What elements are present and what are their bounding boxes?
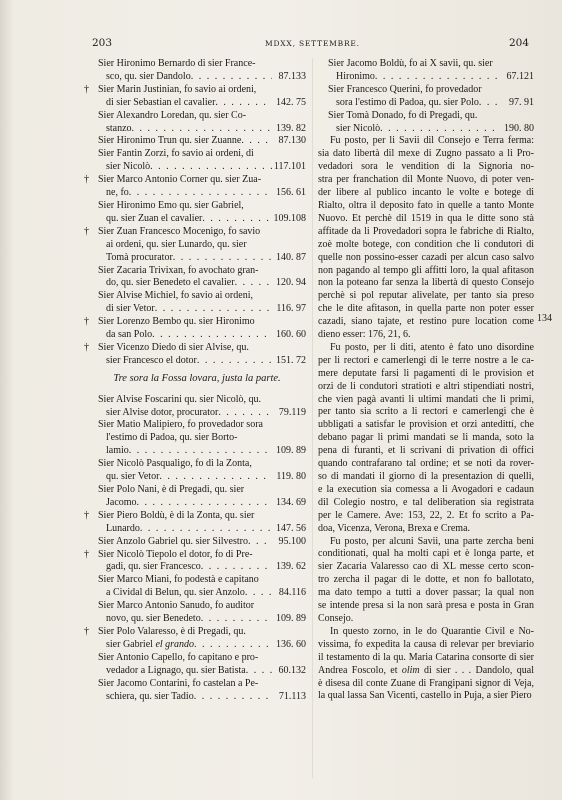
paragraph-line: quelle non possino-esser cazadi per alcun caso salvo [318, 251, 534, 263]
leader-dots [140, 523, 272, 536]
vote-count: 67.121 [506, 70, 534, 82]
ballot-entry [88, 574, 306, 600]
leader-dots [173, 252, 272, 265]
ballot-entry [88, 600, 306, 626]
ballot-entry [88, 110, 306, 136]
entry-text: Lunardo [106, 522, 140, 534]
entry-text: Sier Marco Antonio Sanudo, fo auditor [98, 600, 255, 612]
leader-dots [191, 71, 272, 84]
vote-count: 116. 97 [276, 303, 306, 315]
vote-count: 95.100 [278, 535, 306, 547]
leader-dots [129, 187, 272, 200]
entry-text: Sier Francesco Querini, fo provedador [328, 83, 482, 95]
entry-text: Sier Anzolo Gabriel qu. sier Silvestro [98, 535, 248, 547]
entry-text: Jacomo [106, 496, 137, 508]
elected-dagger-icon: † [84, 83, 89, 95]
paragraph-line: per tanto sia scrito a li rectori e camerlengi che è [318, 406, 534, 418]
paragraph-line: dil Colegio nostro, e tal deliberation sia registrata [318, 496, 534, 508]
elected-dagger-icon: † [84, 625, 89, 637]
ballot-entry [88, 484, 306, 510]
vote-count: 120. 94 [276, 277, 306, 289]
entry-text: Sier Zacaria Trivixan, fo avochato gran- [98, 264, 259, 276]
vote-count: 119. 80 [276, 471, 306, 483]
entry-text: Sier Tomà Donado, fo di Pregadi, qu. [328, 109, 478, 121]
ballot-entry [84, 316, 306, 342]
entry-text: Sier Alvise Foscarini qu. sier Nicolò, qu. [98, 393, 262, 405]
ballot-entry [88, 458, 306, 484]
ballot-entry [88, 58, 306, 84]
vote-count: 139. 82 [276, 122, 306, 134]
paragraph-line: e la execution sia comessa a li Avogadori e cadaun [318, 483, 534, 495]
entry-text: ai ordeni, qu. sier Lunardo, qu. sier [106, 238, 247, 250]
vote-count: 140. 87 [276, 251, 306, 263]
paragraph-line: doa, Vicenza, Verona, Brexa e Crema. [318, 522, 471, 534]
paragraph-line: mere deputate farsi li pagamenti di le provision et [318, 367, 534, 379]
entry-text: Sier Hironimo Trun qu. sier Zuanne [98, 135, 242, 147]
entry-text: do, qu. sier Benedeto el cavalier [106, 277, 235, 289]
entry-text: Sier Nicolò Pasqualigo, fo di la Zonta, [98, 458, 252, 470]
entry-text: di sier Sebastian el cavalier [106, 96, 216, 108]
paragraph-line: Fu posto, per li Savii dil Consejo e Terra ferma: [330, 135, 534, 147]
paragraph-line: non la poteano far senza la libertà di questo Consejo [318, 277, 534, 289]
paragraph-line: Consejo. [318, 612, 354, 624]
leader-dots [201, 613, 272, 626]
paragraph-line: Rialto, oltra il deposito fato in quelle a tanto Monte [318, 199, 534, 211]
right-page-number: 204 [508, 37, 529, 49]
elected-dagger-icon: † [84, 548, 89, 560]
entry-text: Sier Lorenzo Bembo qu. sier Hironimo [98, 316, 255, 328]
vote-count: 97. 91 [509, 96, 534, 108]
vote-count: 87.133 [278, 70, 306, 82]
entry-text: vedador a Lignago, qu. sier Batista [106, 664, 246, 676]
vote-count: 79.119 [278, 406, 306, 418]
ballot-entry [318, 84, 534, 110]
entry-text: schiera, qu. sier Tadio [106, 690, 194, 702]
entry-text: Sier Fantin Zorzi, fo savio ai ordeni, di [98, 148, 254, 160]
paragraph-line: se intende presa si la non sarà presa e posta in Gran [318, 600, 534, 612]
leader-dots [215, 97, 272, 110]
ballot-entry [88, 265, 306, 291]
entry-text: Sier Jacomo Contarini, fo castelan a Pe- [98, 677, 259, 689]
entry-text: novo, qu. sier Benedeto [106, 613, 201, 625]
leader-dots [155, 303, 272, 316]
entry-text: ne, fo [106, 187, 129, 199]
ballot-entry [88, 135, 306, 148]
right-column [318, 58, 534, 703]
paragraph-line: debano pagar li primi mandati se li manda, soto la [318, 432, 534, 444]
elected-dagger-icon: † [84, 174, 89, 186]
paragraph-line: ma dato tempo a tutti a dover passar; la qual non [318, 587, 534, 599]
paragraph-line: è disesa dil conte Zuane di Frangipani signor di Veja, [318, 677, 534, 689]
vote-count: 60.132 [278, 664, 306, 676]
leader-dots [235, 277, 272, 290]
entry-text: Sier Hironimo Bernardo di sier France- [98, 58, 256, 69]
paragraph-line: che vien pagà avanti li ultimi mandati che li primi, [318, 393, 534, 405]
ballot-entry [88, 200, 306, 226]
section-title: Tre sora la Fossa lovara, justa la parte. [113, 372, 281, 384]
paragraph-line: In questo zorno, in le do Quarantie Civil e No- [330, 625, 534, 637]
entry-text: qu. sier Zuan el cavalier [106, 212, 203, 224]
paragraph-line: conditionati, qual ha molti capi et è longa parte, et [318, 548, 534, 560]
right-text-body [318, 135, 534, 703]
leader-dots [248, 536, 272, 549]
paragraph-line: cazadi, siano tajate, et restino pure location come [318, 316, 534, 328]
paragraph-line: tro zercha il pagar di le dotte, et non fo ballotato, [318, 574, 534, 586]
paragraph-line: sia dato libertà dil mexe di Zugno passato a li Pro- [318, 148, 534, 160]
leader-dots [375, 71, 500, 84]
vote-count: 109. 89 [276, 445, 306, 457]
paragraph-line: quando contrafarano tal ordine; et se noti da rover- [318, 458, 534, 470]
entry-text: gadi, qu. sier Francesco [106, 561, 201, 573]
entry-text: Sier Vicenzo Diedo di sier Alvise, qu. [98, 341, 249, 353]
vote-count: 109. 89 [276, 613, 306, 625]
leader-dots [246, 665, 272, 678]
ballot-entry [84, 509, 306, 536]
leader-dots [218, 407, 272, 420]
ballot-entry [88, 652, 306, 678]
elected-dagger-icon: † [84, 316, 89, 328]
paragraph-line: der libere al publico incanto le volte e botege di [318, 187, 534, 199]
ballot-entry [88, 394, 306, 420]
entry-text: Sier Marin Justinian, fo savio ai ordeni, [98, 83, 257, 95]
entry-text: sier Nicolò [336, 122, 381, 134]
entry-text: sier Gabriel el grando [106, 638, 195, 650]
running-title: MDXX, SETTEMBRE. [265, 39, 360, 48]
paragraph-line: Fu posto, per li diti, atento è fato uno disordine [330, 341, 534, 353]
entry-text: Sier Piero Boldù, è di la Zonta, qu. sier [98, 509, 255, 521]
entry-text: sora l'estimo di Padoa, qu. sier Polo [336, 96, 479, 108]
ballot-entry [84, 625, 306, 652]
leader-dots [129, 445, 272, 458]
vote-count: 109.108 [273, 212, 306, 224]
paragraph-line: dieno esser: 176, 21, 6. [318, 329, 411, 341]
left-ballot-list [84, 58, 306, 368]
text-paragraph [318, 342, 534, 536]
leader-dots [202, 213, 272, 226]
paragraph-line: che le dite afitason, in quella parte non poter esser [318, 303, 534, 315]
vote-count: 156. 61 [276, 187, 306, 199]
vote-count: 84.116 [278, 587, 306, 599]
entry-text: Sier Zuan Francesco Mocenigo, fo savio [98, 225, 261, 237]
paragraph-line: perchè si pol reputar alivelate, per tanto sia preso [318, 290, 534, 302]
leader-dots [152, 329, 272, 342]
paragraph-line: orzi de li condutori stratioti e altri stipendiati nostri, [318, 380, 534, 392]
ballot-entry [84, 225, 306, 265]
text-paragraph [318, 135, 534, 342]
vote-count: 147. 56 [276, 522, 306, 534]
vote-count: 134. 69 [276, 496, 306, 508]
entry-text: Sier Marco Antonio Corner qu. sier Zua- [98, 174, 262, 186]
ballot-entry [84, 174, 306, 200]
paragraph-line: ubbligati a satisfar le provision et orzi antedittí, che [318, 419, 534, 431]
paragraph-line: pena di furanti, et li scrivani di privation di offici [318, 445, 534, 457]
entry-text: sier Francesco el dotor [106, 354, 197, 366]
entry-text: Sier Matio Malipiero, fo provedador sora [98, 419, 263, 431]
entry-text: da san Polo [106, 329, 153, 341]
paragraph-line: Fu posto, per alcuni Savii, una parte zercha beni [330, 535, 534, 547]
vote-count: 117.101 [273, 161, 306, 173]
leader-dots [194, 691, 272, 704]
leader-dots [132, 123, 272, 136]
paragraph-line: vissima, fo expedita la causa di relevar per breviario [318, 638, 534, 650]
leader-dots [159, 471, 272, 484]
entry-text: l'estimo di Padoa, qu. sier Borto- [106, 432, 238, 444]
left-page-number: 203 [92, 37, 113, 49]
ballot-entry [318, 58, 534, 84]
entry-text: stanzo [106, 122, 132, 134]
entry-text: lamio [106, 445, 129, 457]
ballot-entry [88, 536, 306, 549]
elected-dagger-icon: † [84, 341, 89, 353]
vote-count: 139. 62 [276, 561, 306, 573]
entry-text: sier Alvise dotor, procurator [106, 406, 219, 418]
vote-count: 190. 80 [504, 122, 534, 134]
ballot-entry [84, 341, 306, 368]
leader-dots [241, 135, 272, 148]
entry-text: Sier Marco Miani, fo podestà e capitano [98, 574, 259, 586]
text-paragraph [318, 626, 534, 703]
leader-dots [194, 639, 272, 652]
elected-dagger-icon: † [84, 225, 89, 237]
paragraph-line: affitade da li Provedadori sopra le fabriche di Rialto, [318, 225, 534, 237]
ballot-entry [318, 110, 534, 136]
entry-text: di sier Vetor [106, 303, 155, 315]
text-paragraph [318, 536, 534, 626]
paragraph-line: il testamento di la qu. Maria Catarina consorte di sier [318, 651, 534, 663]
entry-text: qu. sier Vetor [106, 471, 160, 483]
right-ballot-list [318, 58, 534, 135]
entry-text: Sier Polo Valaresso, è di Pregadi, qu. [98, 625, 246, 637]
paragraph-line: vedadori sora le vendition di la Signoria no- [318, 161, 534, 173]
ballot-entry [88, 678, 306, 704]
paragraph-line: per li rectori e camerlengi di le terre nostre a le ca- [318, 354, 534, 366]
entry-text: Hironimo [336, 70, 375, 82]
column-divider [312, 58, 313, 778]
entry-text: Tomà procurator [106, 251, 173, 263]
page-header [0, 37, 562, 51]
entry-text: Sier Alexandro Loredan, qu. sier Co- [98, 109, 247, 121]
paragraph-line: stra per franchation dil Monte Nuovo, di poter ven- [318, 174, 534, 186]
paragraph-line: la qual lassa San Vicenti, castello in Puja, a sier Piero [318, 690, 532, 702]
paragraph-line: non pagando al tempo gli affitti loro, la qual afitason [318, 264, 534, 276]
entry-text: Sier Jacomo Boldù, fo ai X savii, qu. sier [328, 58, 493, 69]
vote-count: 160. 60 [276, 329, 306, 341]
leader-dots [479, 97, 500, 110]
leader-dots [137, 497, 272, 510]
leader-dots [197, 355, 272, 368]
paragraph-line: sier Zacaria Valaresso cao di XL messe certo scon- [318, 561, 534, 573]
paragraph-line: zoè molte botege, con condition che li condutori di [318, 238, 534, 250]
entry-text: Sier Antonio Capello, fo capitano e pro- [98, 651, 259, 663]
paragraph-line: so di mandati il giorno di la presentazion di quelli, [318, 471, 534, 482]
entry-text: sco, qu. sier Dandolo [106, 70, 191, 82]
vote-count: 71.113 [278, 690, 306, 702]
vote-count: 87.130 [278, 135, 306, 147]
leader-dots [245, 587, 272, 600]
elected-dagger-icon: † [84, 509, 89, 521]
ballot-entry [88, 148, 306, 174]
margin-number: 134 [537, 313, 552, 324]
ballot-entry [88, 419, 306, 458]
left-ballot-list-fossa [84, 393, 306, 704]
entry-text: Sier Polo Nani, è di Pregadi, qu. sier [98, 484, 245, 495]
vote-count: 136. 60 [276, 638, 306, 650]
leader-dots [150, 161, 272, 174]
ballot-entry [88, 290, 306, 316]
ballot-entry [84, 83, 306, 110]
paragraph-line: Nuovo. Et perchè dil 1519 in qua le ditte sono stà [318, 212, 534, 224]
leader-dots [380, 123, 500, 136]
paragraph-line: per le Camere. Ave: 153, 22, 2. Et fo scrito a Pa- [318, 509, 534, 521]
entry-text: Sier Hironimo Emo qu. sier Gabriel, [98, 199, 244, 211]
ballot-entry [84, 548, 306, 575]
left-column [84, 58, 306, 703]
entry-text: Sier Nicolò Tiepolo el dotor, fo di Pre- [98, 548, 253, 560]
vote-count: 151. 72 [276, 354, 306, 366]
entry-text: sier Nicolò [106, 161, 151, 173]
entry-text: a Cividal di Belun, qu. sier Anzolo [106, 587, 245, 599]
paragraph-line: Andrea Foscolo, et olim di sier . . . Dandolo, qual [318, 664, 534, 676]
leader-dots [201, 561, 272, 574]
vote-count: 142. 75 [276, 96, 306, 108]
entry-text: Sier Alvise Michiel, fo savio ai ordeni, [98, 290, 253, 302]
